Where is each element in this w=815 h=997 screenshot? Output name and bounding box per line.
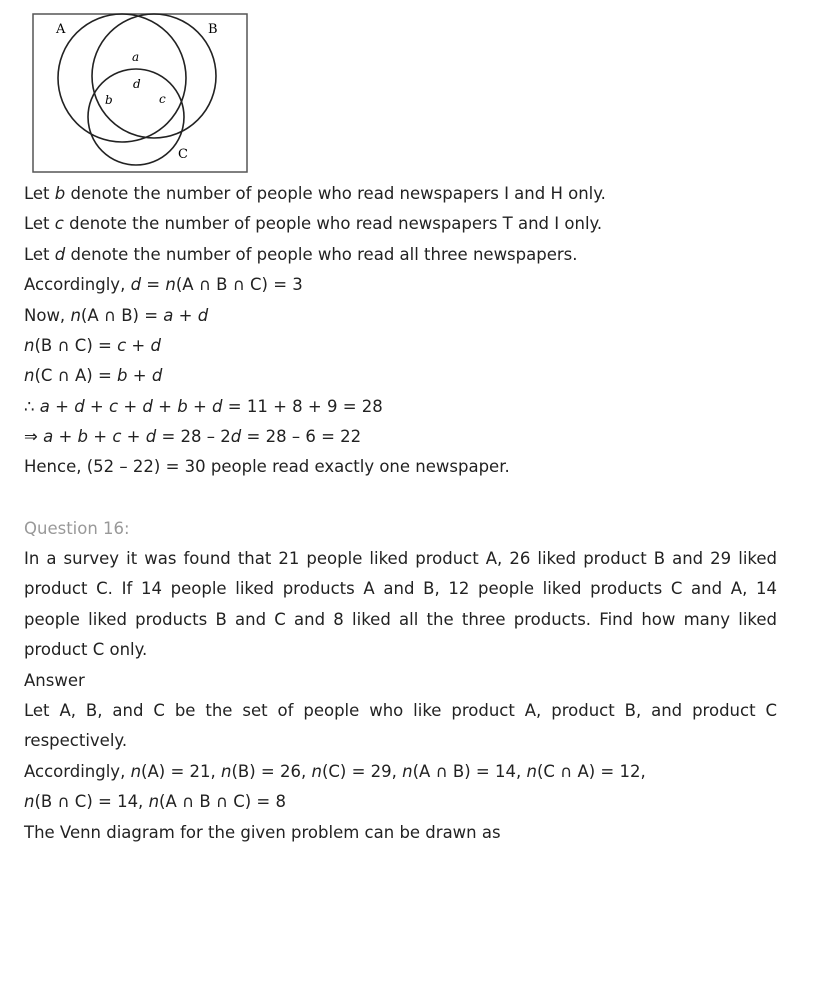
region-c: c xyxy=(159,92,166,106)
text-line: Let d denote the number of people who read all three newspapers. xyxy=(24,245,578,264)
equation-line: n(B ∩ C) = 14, n(A ∩ B ∩ C) = 8 xyxy=(24,792,286,811)
question-text: In a survey it was found that 21 people liked product A, 26 liked product B and 29 liked product C. If 14 people liked products A and B, 12 people liked products C and A, 14 people liked products B and C and 8 liked all the three products. Find how many liked product C only. xyxy=(24,549,777,659)
label-a: A xyxy=(56,22,66,37)
equation-line: Now, n(A ∩ B) = a + d xyxy=(24,306,209,325)
venn-frame xyxy=(33,14,247,172)
equation-line: ∴ a + d + c + d + b + d = 11 + 8 + 9 = 28 xyxy=(24,397,383,416)
equation-line: n(C ∩ A) = b + d xyxy=(24,366,163,385)
question-heading: Question 16: xyxy=(24,519,130,538)
equation-line: ⇒ a + b + c + d = 28 – 2d = 28 – 6 = 22 xyxy=(24,427,362,446)
region-d: d xyxy=(133,77,141,91)
equation-line: Accordingly, d = n(A ∩ B ∩ C) = 3 xyxy=(24,275,303,294)
region-a: a xyxy=(132,50,140,64)
closing-text: The Venn diagram for the given problem can be drawn as xyxy=(24,823,501,842)
region-b: b xyxy=(105,93,113,107)
conclusion-line: Hence, (52 – 22) = 30 people read exactly one newspaper. xyxy=(24,457,510,476)
answer-text: Let A, B, and C be the set of people who like product A, product B, and product C respectively. xyxy=(24,701,777,751)
equation-line: Accordingly, n(A) = 21, n(B) = 26, n(C) = 29, n(A ∩ B) = 14, n(C ∩ A) = 12, xyxy=(24,762,646,781)
answer-label: Answer xyxy=(24,671,85,690)
equation-line: n(B ∩ C) = c + d xyxy=(24,336,161,355)
label-c: C xyxy=(178,147,188,162)
text-line: Let b denote the number of people who read newspapers I and H only. xyxy=(24,184,606,203)
text-line: Let c denote the number of people who read newspapers T and I only. xyxy=(24,214,603,233)
venn-diagram xyxy=(32,13,248,173)
label-b: B xyxy=(208,22,218,37)
